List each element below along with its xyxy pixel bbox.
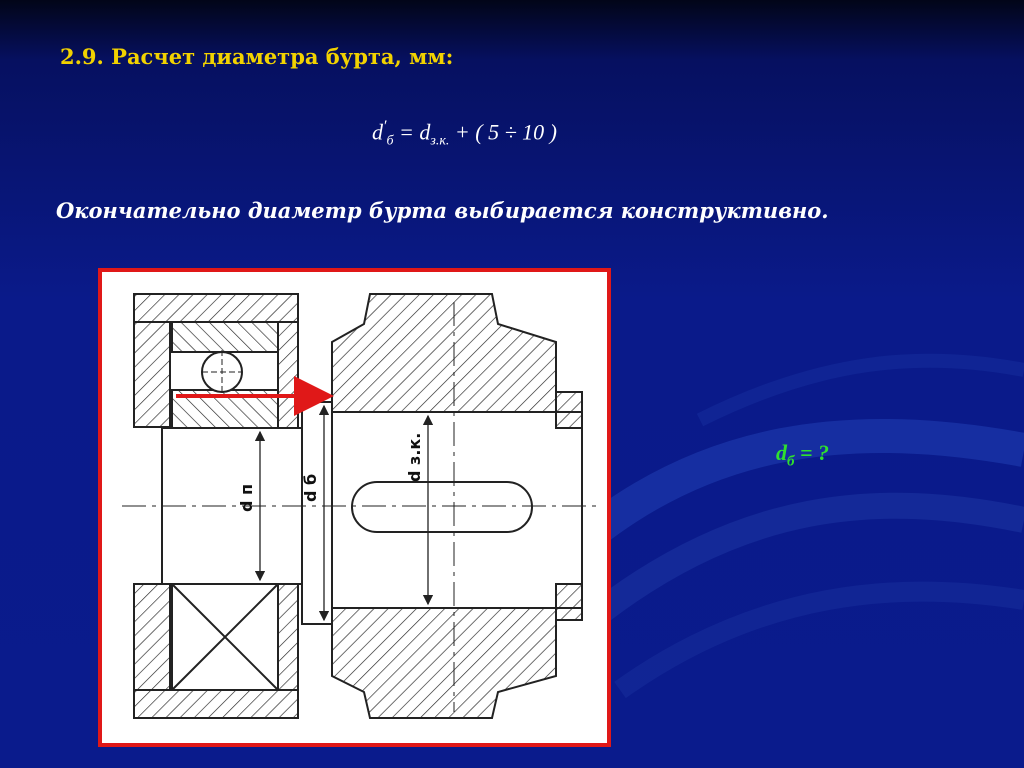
formula-rhs-tail: + ( 5 ÷ 10 ) <box>454 119 557 145</box>
shaft-collar <box>302 402 332 624</box>
label-bearing-diameter: d п <box>237 483 256 512</box>
formula-rhs-symbol: d <box>419 119 431 145</box>
formula-lhs-symbol: d <box>372 119 383 145</box>
end-washer-top <box>556 392 582 428</box>
result-tail: = ? <box>794 440 830 465</box>
formula-lhs-subscript: б <box>386 133 394 149</box>
housing-left-wall-top <box>134 322 170 427</box>
label-collar-diameter: d б <box>301 473 320 502</box>
assembly-drawing <box>102 272 607 743</box>
housing-top-wall <box>134 294 298 322</box>
note-text: Окончательно диаметр бурта выбирается конструктивно. <box>56 198 829 223</box>
slide-title: 2.9. Расчет диаметра бурта, мм: <box>60 44 454 69</box>
gear-hub-bottom <box>332 608 556 718</box>
result-subscript: б <box>787 453 795 470</box>
formula <box>372 118 557 150</box>
end-washer-bottom <box>556 584 582 620</box>
keyway-slot <box>352 482 532 532</box>
formula-equals: = <box>399 119 414 145</box>
formula-lhs-prime: ′ <box>383 118 387 135</box>
bearing-outer-ring-top <box>172 322 278 352</box>
housing-bottom-wall <box>134 690 298 718</box>
result-symbol: d <box>776 440 787 465</box>
formula-rhs-subscript: з.к. <box>430 133 450 149</box>
housing-left-wall-bottom <box>134 584 170 690</box>
label-shaft-diameter: d з.к. <box>405 432 424 482</box>
result-expression <box>776 440 829 470</box>
cover-plate-bottom <box>278 584 298 690</box>
cover-plate-top <box>278 322 298 428</box>
gear-hub-top <box>332 294 556 412</box>
drawing-frame <box>98 268 611 747</box>
